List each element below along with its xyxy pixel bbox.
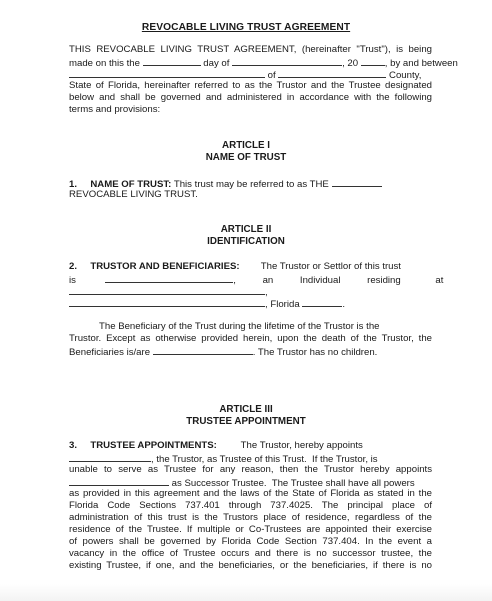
intro-line-3: of County, [69, 68, 421, 82]
trustee-blank[interactable] [69, 452, 151, 462]
article-1-line-1: 1. NAME OF TRUST: This trust may be referred to as THE [69, 177, 382, 191]
trustor-blank[interactable] [105, 273, 233, 283]
article-2-para-2-line-2: Trustor. Except as otherwise provided herein, upon the death of the Trustor, the [69, 333, 432, 344]
article-1-heading: ARTICLE I [222, 140, 270, 151]
beneficiaries-blank[interactable] [153, 345, 253, 355]
article-2-line-4: , Florida . [69, 297, 345, 311]
article-3-line-3: unable to serve as Trustee for any reason, then the Trustor hereby appoints [69, 464, 432, 475]
article-2-line-1: 2. TRUSTOR AND BENEFICIARIES: The Trustor or Settlor of this trust [69, 261, 401, 272]
article-1-subheading: NAME OF TRUST [205, 152, 287, 163]
zip-blank[interactable] [302, 297, 342, 307]
article-2-line-3: , [69, 285, 268, 299]
article-3-line-1: 3. TRUSTEE APPOINTMENTS: The Trustor, hereby appoints [69, 440, 363, 451]
intro-line-6: terms and provisions: [69, 104, 161, 115]
document-title: REVOCABLE LIVING TRUST AGREEMENT [141, 22, 351, 33]
article-3-line-9: of powers shall be governed by Florida Code Section 737.404. In the event a [69, 536, 432, 547]
article-3-line-8: residence of the Trustee. If multiple or Co-Trustees are appointed their exercise [69, 524, 432, 535]
article-3-line-7: administration of this trust is the Trustors place of residence, regardless of the [69, 512, 432, 523]
article-2-line-2: is , an Individual residing at [69, 275, 444, 286]
intro-line-5: below and shall be governed and administered in accordance with the following [69, 92, 432, 103]
article-2-heading: ARTICLE II [220, 224, 272, 235]
month-blank[interactable] [232, 56, 342, 66]
address-blank-2[interactable] [69, 297, 265, 307]
intro-line-4: State of Florida, hereinafter referred to as the Trustor and the Trustee designated [69, 80, 432, 91]
year-blank[interactable] [361, 56, 385, 66]
trust-name-blank[interactable] [332, 177, 382, 187]
article-2-para-2-line-1: The Beneficiary of the Trust during the lifetime of the Trustor is the [99, 321, 380, 332]
article-2-para-2-line-3: Beneficiaries is/are . The Trustor has no children. [69, 347, 378, 358]
county-blank[interactable] [278, 68, 386, 78]
day-blank[interactable] [143, 56, 201, 66]
article-1-line-2: REVOCABLE LIVING TRUST. [69, 189, 198, 200]
article-3-heading: ARTICLE III [219, 404, 273, 415]
article-3-line-11: existing Trustee, if one, and the beneficiaries, or the beneficiaries, if there is no [69, 560, 432, 571]
article-2-subheading: IDENTIFICATION [207, 236, 285, 247]
trustor-name-blank[interactable] [69, 68, 265, 78]
article-3-line-4: as Successor Trustee. The Trustee shall have all powers [69, 476, 415, 490]
page-bottom-edge [0, 584, 492, 601]
intro-line-2: made on this the day of , 20 , by and between [69, 58, 458, 69]
intro-line-1: THIS REVOCABLE LIVING TRUST AGREEMENT, (hereinafter "Trust"), is being [69, 44, 432, 55]
article-3-line-5: as provided in this agreement and the laws of the State of Florida as stated in the [69, 488, 432, 499]
successor-trustee-blank[interactable] [69, 476, 169, 486]
article-3-line-2: , the Trustor, as Trustee of this Trust. If the Trustor, is [69, 452, 378, 466]
article-3-line-10: vacancy in the office of Trustee occurs and there is no successor trustee, the [69, 548, 432, 559]
article-3-subheading: TRUSTEE APPOINTMENT [186, 416, 306, 427]
address-blank-1[interactable] [69, 285, 265, 295]
article-3-line-6: Florida Code Sections 737.401 through 737.4025. The principal place of [69, 500, 432, 511]
